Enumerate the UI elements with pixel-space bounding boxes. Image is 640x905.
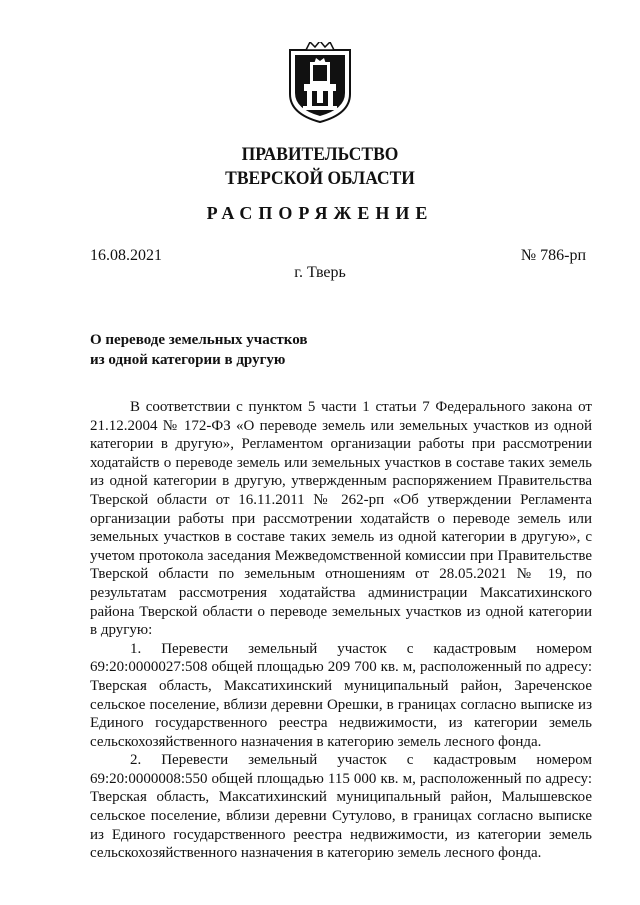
body-paragraph-item-1: 1. Перевести земельный участок с кадастровым номером 69:20:0000027:508 общей площадью 209 700 кв. м, расположенный по адресу: Тверская область, Максатихинский муниципальный район, Зареченское сельское поселение, вблизи деревни Орешки, в границах согласно выписке из Единого государственного реестра недвижимости, из категории земель сельскохозяйственного назначения в категорию земель лесного фонда. [90,640,592,750]
organization-name [26,143,615,191]
document-body [90,398,592,863]
org-line-2: ТВЕРСКОЙ ОБЛАСТИ [225,168,415,189]
body-paragraph-preamble: В соответствии с пунктом 5 части 1 статьи 7 Федерального закона от 21.12.2004 № 172-ФЗ «О переводе земель или земельных участков из одной категории в другую», Регламентом организации работы при рассмотрении ходатайств о переводе земель или земельных участков в составе таких земель из одной категории в другую, утвержденным распоряжением Правительства Тверской области от 16.11.2011 № 262-рп «Об утверждении Регламента организации работы при рассмотрении ходатайств о переводе земель или земельных участков в составе таких земель из одной категории в другую», с учетом протокола заседания Межведомственной комиссии при Правительстве Тверской области по земельным отношениям от 28.05.2021 № 19, по результатам рассмотрения ходатайства администрации Максатихинского района Тверской области о переводе земельных участков из одной категории в другую: [90,399,592,639]
document-city: г. Тверь [294,264,346,281]
document-date: 16.08.2021 [90,247,162,264]
body-paragraph-item-2: 2. Перевести земельный участок с кадастровым номером 69:20:0000008:550 общей площадью 115 000 кв. м, расположенный по адресу: Тверская область, Максатихинский муниципальный район, Малышевское сельское поселение, вблизи деревни Сутулово, в границах согласно выписке из Единого государственного реестра недвижимости, из категории земель сельскохозяйственного назначения в категорию земель лесного фонда. [90,752,592,862]
document-subject [90,330,450,370]
subject-line-2: из одной категории в другую [90,352,286,368]
document-type: РАСПОРЯЖЕНИЕ [206,203,434,223]
org-line-1: ПРАВИТЕЛЬСТВО [241,144,399,165]
document-number: № 786-рп [520,247,586,264]
subject-line-1: О переводе земельных участков [90,332,308,348]
tver-coat-of-arms-icon [286,42,354,124]
